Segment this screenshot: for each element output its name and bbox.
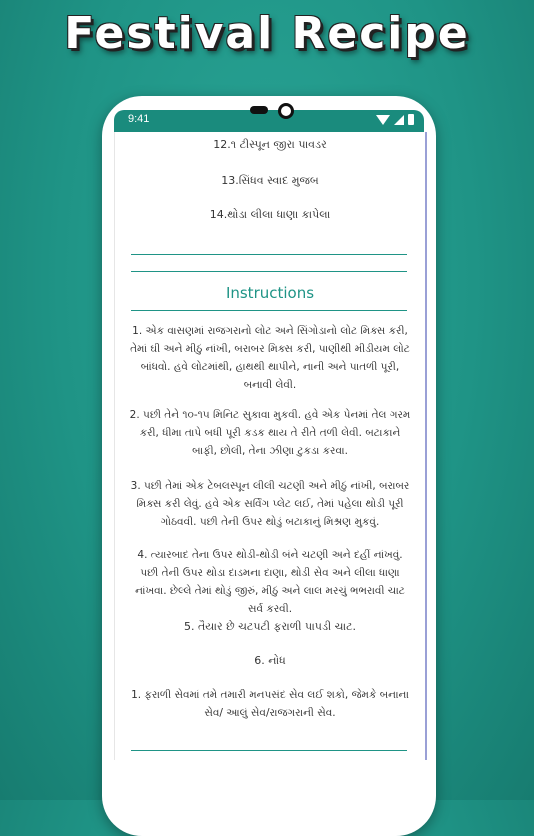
status-bar <box>114 110 424 132</box>
system-icons <box>376 114 414 125</box>
instruction-step: 4. ત્યારબાદ તેના ઉપર થોડી-થોડી બંને ચટણી અને દહીં નાંખવું. પછી તેની ઉપર થોડા દાડમના દાણા, થોડી સેવ અને લીલા ધાણા નાંખવા. છેલ્લે તેમાં થોડું જીરું, મીઠું અને લાલ મરચું ભભરાવી ચાટ સર્વ કરવી. <box>135 549 405 615</box>
status-time: 9:41 <box>128 113 150 125</box>
instruction-step: 3. પછી તેમાં એક ટેબલસ્પૂન લીલી ચટણી અને મીઠું નાંખી, બરાબર મિક્સ કરી લેવું. હવે એક સર્વિંગ પ્લેટ લઈ, તેમાં પહેલા થોડી પૂરી ગોઠવવી. પછી તેની ઉપર થોડું બટાકાનું મિશ્રણ મુકવું. <box>130 480 410 528</box>
instruction-step: 2. પછી તેને ૧૦-૧૫ મિનિટ સુકાવા મુકવી. હવે એક પેનમાં તેલ ગરમ કરી, ધીમા તાપે બધી પૂરી કડક થાય તે રીતે તળી લેવી. બટાકાને બાફી, છોલી, તેના ઝીણા ટુકડા કરવા. <box>129 409 411 457</box>
ingredient-item: 12.૧ ટીસ્પૂન જીરા પાવડર <box>213 138 327 151</box>
camera-notch <box>278 103 294 119</box>
app-banner-title: Festival Recipe <box>64 8 470 59</box>
ingredient-item: 14.થોડા લીલા ધાણા કાપેલા <box>209 208 331 221</box>
divider <box>131 254 407 255</box>
divider <box>131 271 407 272</box>
wifi-icon <box>376 115 390 125</box>
divider <box>131 310 407 311</box>
divider <box>131 750 407 751</box>
instruction-step: 6. નોધ <box>254 654 286 667</box>
note-item: 1. ફરાળી સેવમાં તમે તમારી મનપસંદ સેવ લઈ શકો, જેમકે બનાના સેવ/ આલું સેવ/રાજગરાની સેવ. <box>131 689 409 719</box>
instruction-step: 5. તૈયાર છે ચટપટી ફરાળી પાપડી ચાટ. <box>183 620 357 633</box>
ingredient-item: 13.સિંધવ સ્વાદ મુજબ <box>221 174 319 187</box>
speaker-notch <box>250 106 268 114</box>
instruction-step: 1. એક વાસણમાં રાજગરાનો લોટ અને સિંગોડાનો લોટ મિક્સ કરી, તેમાં ઘી અને મીઠું નાંખી, બરાબર મિક્સ કરી, પાણીથી મીડીયમ લોટ બાંધવો. હવે લોટમાંથી, હાથથી થાપીને, નાની અને પાતળી પૂરી, બનાવી લેવી. <box>130 325 410 391</box>
instructions-heading: Instructions <box>225 284 315 302</box>
recipe-screen[interactable] <box>114 132 427 760</box>
battery-icon <box>408 114 414 125</box>
signal-icon <box>394 115 404 125</box>
